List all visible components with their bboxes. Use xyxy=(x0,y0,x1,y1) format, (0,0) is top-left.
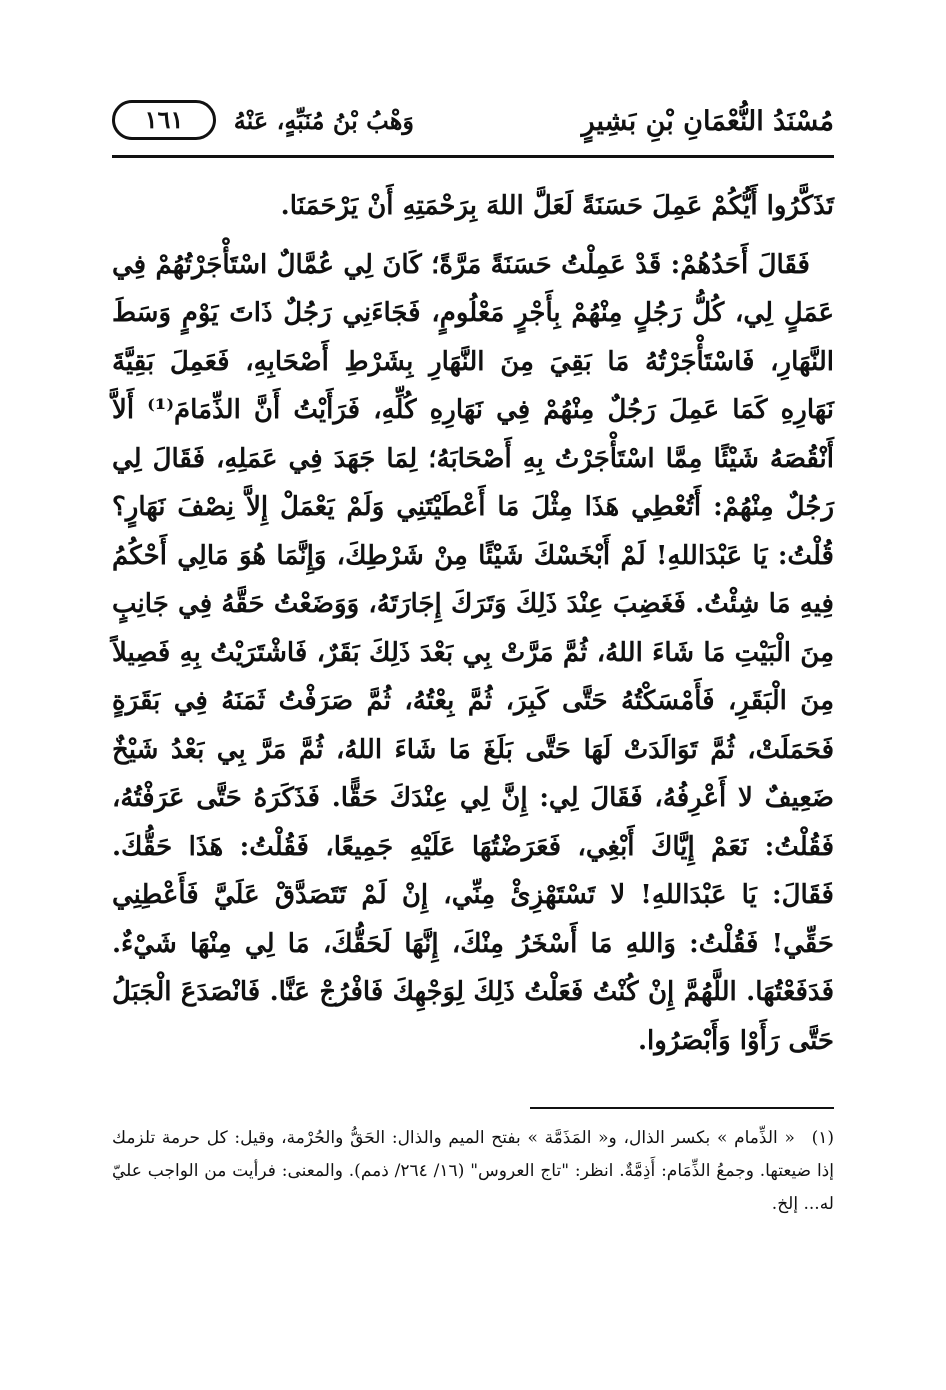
footnotes xyxy=(112,1122,834,1221)
header-subtitle: وَهْبُ بْنُ مُنَبِّهٍ، عَنْهُ xyxy=(233,106,414,135)
footnote-divider xyxy=(530,1107,834,1109)
header-title: مُسْنَدُ النُّعْمَانِ بْنِ بَشِيرٍ xyxy=(581,106,834,137)
footnote-text: « الذِّمام » بكسر الذال، و« المَذَمَّة » بفتح الميم والذال: الحَقُّ والحُرْمة، وقيل: كل حرمة تلزمك إذا ضيعتها. وجمعُ الذِّمَام: أَذِمَّةٌ. انظر: "تاج العروس" (١٦/ ٢٦٤/ ذمم). والمعنى: فرأيت من الواجب عليّ له... إلخ. xyxy=(112,1128,834,1214)
header-divider xyxy=(112,155,834,158)
main-text xyxy=(112,182,834,1065)
footnote-marker: (١) xyxy=(811,1128,834,1148)
running-header xyxy=(112,100,834,146)
page-number-badge: ١٦١ xyxy=(112,100,216,140)
footnote-item xyxy=(112,1122,834,1221)
paragraph-1: تَذَكَّرُوا أَيُّكُمْ عَمِلَ حَسَنَةً لَعَلَّ اللهَ بِرَحْمَتِهِ أَنْ يَرْحَمَنَا. xyxy=(280,191,834,221)
paragraph-2: فَقَالَ أَحَدُهُمْ: قَدْ عَمِلْتُ حَسَنَةً مَرَّةً؛ كَانَ لِي عُمَّالٌ اسْتَأْجَرْتُهُمْ فِي عَمَلٍ لِي، كُلُّ رَجُلٍ مِنْهُمْ بِأَجْرٍ مَعْلُومٍ، فَجَاءَنِي رَجُلٌ ذَاتَ يَوْمٍ وَسَطَ النَّهَارِ، فَاسْتَأْجَرْتُهُ مَا بَقِيَ مِنَ النَّهَارِ بِشَرْطِ أَصْحَابِهِ، فَعَمِلَ بَقِيَّةَ نَهَارِهِ كَمَا عَمِلَ رَجُلٌ مِنْهُمْ فِي نَهَارِهِ كُلِّهِ، فَرَأَيْتُ أَنَّ الذِّمَامَ⁽¹⁾ أَلاَّ أَنْقُصَهُ شَيْئًا مِمَّا اسْتَأْجَرْتُ بِهِ أَصْحَابَهُ؛ لِمَا جَهَدَ فِي عَمَلِهِ، فَقَالَ لِي رَجُلٌ مِنْهُمْ: أَتُعْطِي هَذَا مِثْلَ مَا أَعْطَيْتَنِي وَلَمْ يَعْمَلْ إِلاَّ نِصْفَ نَهَارٍ؟ قُلْتُ: يَا عَبْدَاللهِ! لَمْ أَبْخَسْكَ شَيْئًا مِنْ شَرْطِكَ، وَإِنَّمَا هُوَ مَالِي أَحْكُمُ فِيهِ مَا شِئْتُ. فَغَضِبَ عِنْدَ ذَلِكَ وَتَرَكَ إِجَارَتَهُ، وَوَضَعْتُ حَقَّهُ فِي جَانِبٍ مِنَ الْبَيْتِ مَا شَاءَ اللهُ، ثُمَّ مَرَّتْ بِي بَعْدَ ذَلِكَ بَقَرٌ، فَاشْتَرَيْتُ بِهِ فَصِيلاً مِنَ الْبَقَرِ، فَأَمْسَكْتُهُ حَتَّى كَبِرَ، ثُمَّ بِعْتُهُ، ثُمَّ صَرَفْتُ ثَمَنَهُ فِي بَقَرَةٍ فَحَمَلَتْ، ثُمَّ تَوَالَدَتْ لَهَا حَتَّى بَلَغَ مَا شَاءَ اللهُ، ثُمَّ مَرَّ بِي بَعْدُ شَيْخٌ ضَعِيفٌ لا أَعْرِفُهُ، فَقَالَ لِي: إِنَّ لِي عِنْدَكَ حَقًّا. فَذَكَرَهُ حَتَّى عَرَفْتُهُ، فَقُلْتُ: نَعَمْ إِيَّاكَ أَبْغِي، فَعَرَضْتُهَا عَلَيْهِ جَمِيعًا، فَقُلْتُ: هَذَا حَقُّكَ. فَقَالَ: يَا عَبْدَاللهِ! لا تَسْتَهْزِئْ مِنِّي، إِنْ لَمْ تَتَصَدَّقْ عَلَيَّ فَأَعْطِنِي حَقِّي! فَقُلْتُ: وَاللهِ مَا أَسْخَرُ مِنْكَ، إِنَّهَا لَحَقُّكَ، مَا لِي مِنْهَا شَيْءٌ. فَدَفَعْتُهَا. اللَّهُمَّ إِنْ كُنْتُ فَعَلْتُ ذَلِكَ لِوَجْهِكَ فَافْرُجْ عَنَّا. فَانْصَدَعَ الْجَبَلُ حَتَّى رَأَوْا وَأَبْصَرُوا. xyxy=(112,249,834,1056)
